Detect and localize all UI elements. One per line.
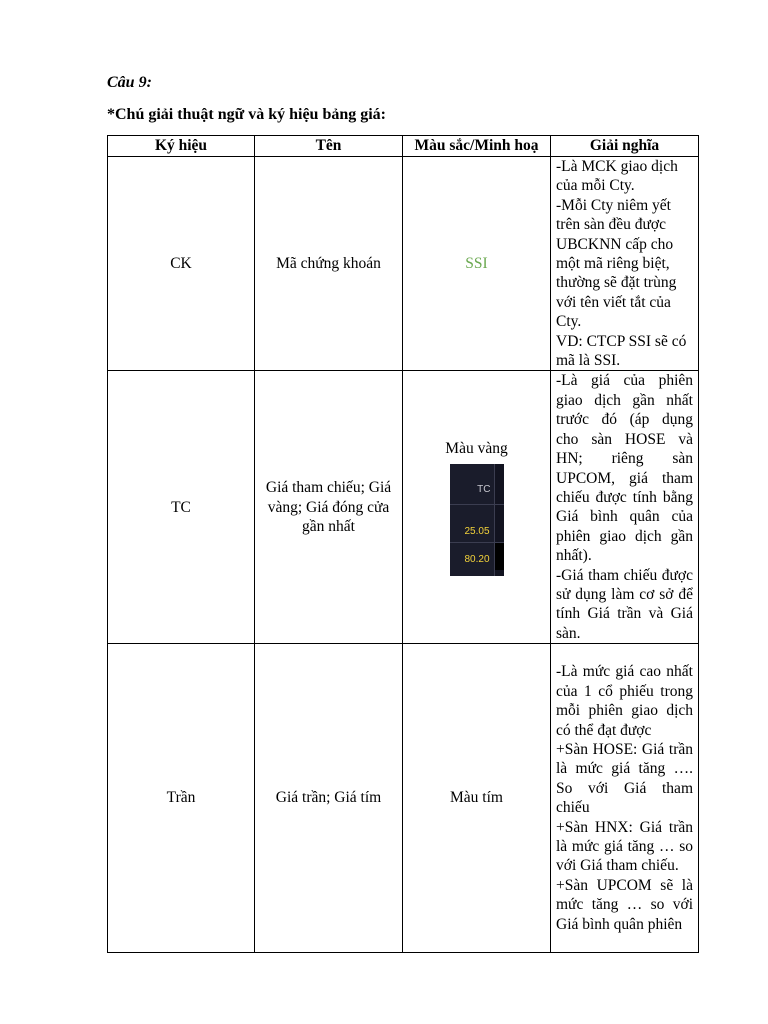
board-price-value: 80.20 (464, 553, 490, 565)
table-row (108, 371, 699, 644)
meaning-line: +Sàn HOSE: Giá trần là mức giá tăng …. So với Giá tham chiếu (556, 740, 693, 817)
meaning-line: -Là MCK giao dịch của mỗi Cty. (556, 158, 678, 195)
cell-color (403, 371, 551, 644)
cell-color: Màu tím (403, 644, 551, 953)
meaning-line: -Mỗi Cty niêm yết trên sàn đều được UBCKNN cấp cho một mã riêng biệt, thường sẽ đặt trùng với tên viết tắt của Cty. (556, 196, 677, 331)
table-header-row (108, 136, 699, 157)
meaning-line: -Giá tham chiếu được sử dụng làm cơ sở để tính Giá trần và Giá sàn. (556, 566, 693, 642)
meaning-line: +Sàn HNX: Giá trần là mức giá tăng … so với Giá tham chiếu. (556, 818, 693, 875)
meaning-line: -Là giá của phiên giao dịch gần nhất trước đó (áp dụng cho sàn HOSE và HN; riêng sàn UPCOM, giá tham chiếu được tính bằng Giá bình quân của phiên giao dịch gần nhất). (556, 372, 693, 565)
header-name: Tên (255, 136, 403, 157)
cell-symbol: TC (108, 371, 255, 644)
board-header-label: TC (477, 483, 491, 495)
price-board-legend-table (107, 135, 699, 953)
board-price-value: 25.05 (464, 525, 490, 537)
color-label: Màu vàng (445, 440, 508, 458)
section-subtitle: *Chú giải thuật ngữ và ký hiệu bảng giá: (107, 106, 387, 123)
price-board-snippet-image (450, 464, 504, 576)
cell-symbol: Trần (108, 644, 255, 953)
cell-meaning (551, 371, 699, 644)
table-row (108, 157, 699, 371)
cell-name: Giá tham chiếu; Giá vàng; Giá đóng cửa gần nhất (255, 371, 403, 644)
cell-meaning (551, 644, 699, 953)
header-symbol: Ký hiệu (108, 136, 255, 157)
header-meaning: Giải nghĩa (551, 136, 699, 157)
cell-color: SSI (403, 157, 551, 371)
question-heading: Câu 9: (107, 74, 152, 91)
cell-name: Giá trần; Giá tím (255, 644, 403, 953)
meaning-line: VD: CTCP SSI sẽ có mã là SSI. (556, 332, 687, 370)
table-row (108, 644, 699, 953)
cell-name: Mã chứng khoán (255, 157, 403, 371)
cell-symbol: CK (108, 157, 255, 371)
cell-meaning (551, 157, 699, 371)
meaning-line: +Sàn UPCOM sẽ là mức tăng … so với Giá bình quân phiên (556, 876, 693, 933)
header-color: Màu sắc/Minh hoạ (403, 136, 551, 157)
board-black-block (495, 543, 504, 570)
meaning-line: -Là mức giá cao nhất của 1 cổ phiếu trong mỗi phiên giao dịch có thể đạt được (556, 663, 693, 739)
board-divider (450, 504, 504, 505)
